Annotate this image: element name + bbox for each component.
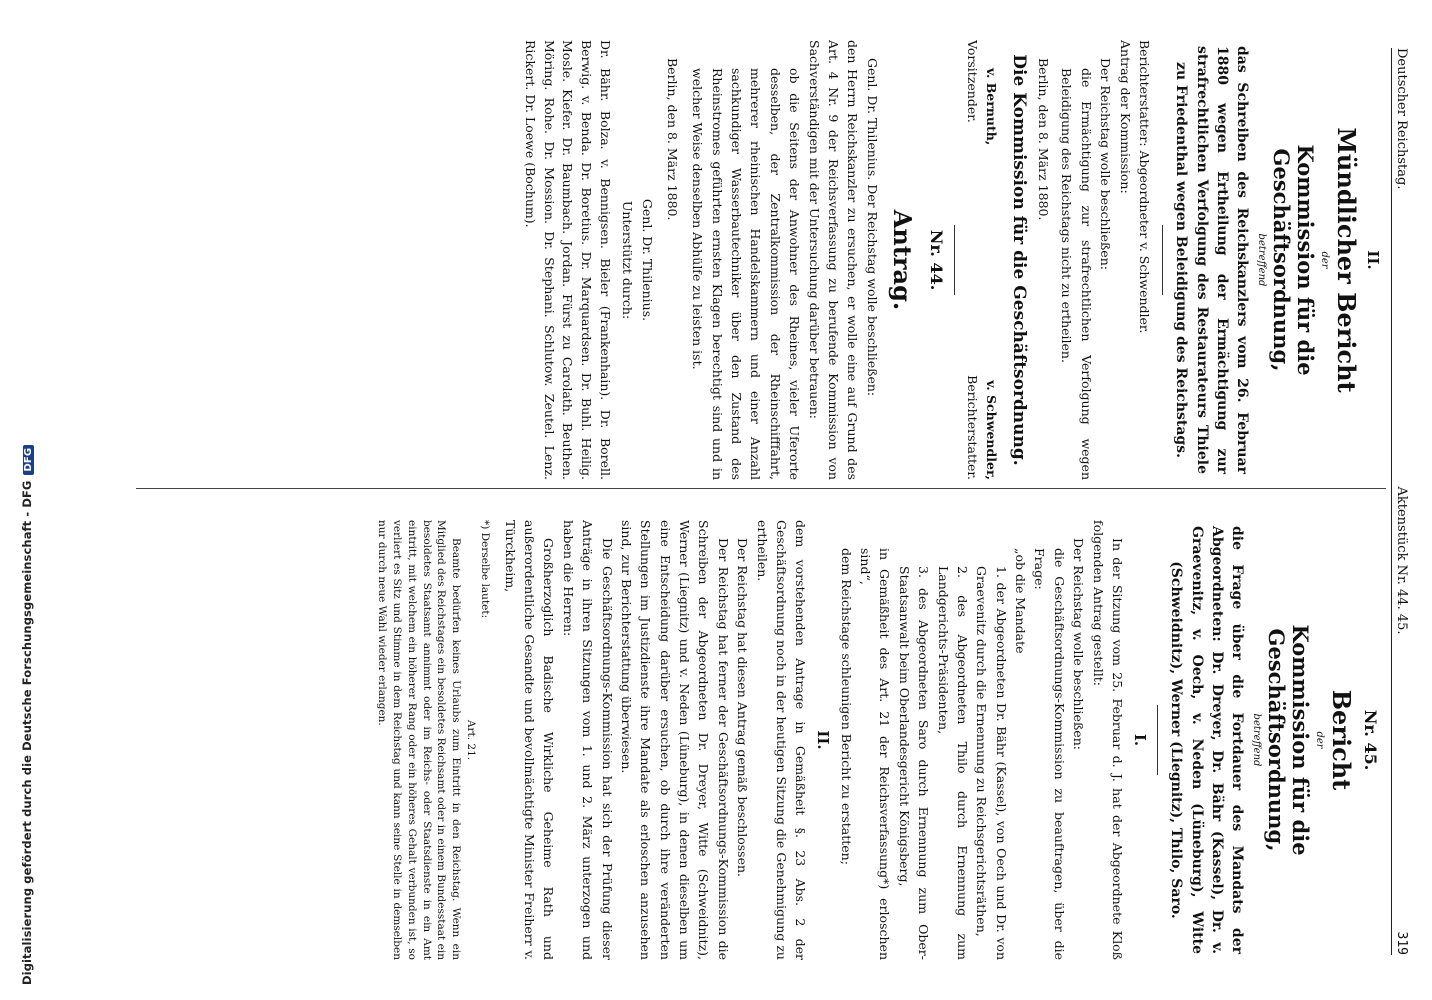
- document-number: Nr. 45.: [1361, 709, 1380, 771]
- paragraph: Der Reichstag hat ferner der Geschäftsordnungs-Kommission die Schreiben der Abgeordneten Dr. Dreyer, Witte (Schweidnitz), Werner (Liegnitz) und v. Neden (Lüneburg), in denen dieselben um eine Entscheidung darüber ersuchen, ob durch ihre veränderten Stellungen im Justizdienste ihre Mandate als erloschen anzusehen sind, zur Berichterstattung überwiesen.: [618, 520, 731, 960]
- date-line-2: Berlin, den 8. März 1880.: [664, 58, 680, 221]
- chair-name: v. Bernuth,: [984, 68, 1000, 146]
- supported-label: Unterstützt durch:: [620, 200, 636, 320]
- antrag-body: den Herrn Reichskanzler zu ersuchen, er wolle eine auf Grund des Art. 4 Nr. 9 der Reichsverfassung zu berufende Kommission von Sachverständigen mit der Untersuchung darüber betrauen:: [806, 40, 861, 480]
- quote-line: in Gemäßheit des Art. 21 der Reichsverfassung*) erloschen sind“,: [858, 548, 893, 960]
- footnote-text: Beamte bedürfen keines Urlaubs zum Eintritt in den Reichstag. Wenn ein Mitglied des Reichstages ein besoldetes Reichsamt oder in einem Bundesstaat ein besoldetes Staatsamt annimmt oder im Reichs- oder Staatsdienste in ein Amt eintritt, mit welchem ein höherer Rang oder ein höheres Gehalt verbunden ist, so verliert es Sitz und Stimme in dem Reichstag und kann seine Stelle in demselben nur durch neue Wahl wieder erlangen.: [376, 520, 462, 960]
- report-title: Mündlicher Bericht: [1332, 127, 1361, 393]
- page: [90, 0, 1432, 1000]
- divider-rule: [1157, 705, 1158, 775]
- divider-rule: [1162, 225, 1163, 295]
- betreffend-label: betreffend: [1251, 713, 1263, 767]
- antrag-text: Der Reichstag wolle beschließen:: [1098, 58, 1114, 270]
- quote-item: 3. des Abgeordneten Saro durch Ernennung zum Ober-Staatsanwalt beim Oberlandesgericht Königsberg,: [896, 566, 932, 960]
- supporters-list: Dr. Bähr. Bolza. v. Bennigsen. Bieler (Frankenhain). Dr. Borell. Berwig. v. Benda. Dr. Boretius. Dr. Marquardsen. Dr. Buhl. Heilig. Mosle. Kiefer. Dr. Baumbach. Jordan. Fürst zu Carolath. Beuthen. Möring. Rohe. Dr. Mossion. Dr. Stephani. Schlutow. Zeutel. Lenz. Rickert. Dr. Loewe (Bochum).: [522, 40, 613, 480]
- section-roman-2: II.: [814, 730, 833, 750]
- quote-line: „ob die Mandate: [1013, 548, 1029, 654]
- scanned-page: [90, 0, 1432, 1000]
- reporter-name: v. Schwendler,: [984, 380, 1000, 480]
- paragraph: In der Sitzung vom 25. Februar d. J. hat der Abgeordnete Kloß folgenden Antrag gestellt:: [1090, 520, 1125, 960]
- running-header: [1391, 48, 1418, 955]
- reporter-role: Berichterstatter.: [965, 375, 981, 480]
- quote-item: 1. der Abgeordneten Dr. Bähr (Kassel), von Oech und Dr. von Graevenitz durch die Ernennung zu Reichsgerichtsräthen,: [974, 566, 1009, 960]
- page-number: 319: [1394, 931, 1409, 955]
- digitization-notice: [20, 445, 34, 985]
- report-title: Bericht: [1327, 689, 1356, 791]
- report-subject: die Frage über die Fortdauer des Mandats der Abgeordneten: Dr. Dreyer, Dr. Bähr (Kassel), Dr. v. Graevenitz, v. Oech, v. Neden (Lüneburg), Witte (Schweidnitz), Werner (Liegnitz), Thilo, Saro.: [1168, 526, 1246, 954]
- commission-title: Kommission für die Geschäftsordnung,: [1269, 144, 1319, 376]
- commission-signature: Die Kommission für die Geschäftsordnung.: [1008, 54, 1029, 466]
- footnote-intro: *) Derselbe lautet:: [479, 520, 492, 619]
- document-number: Nr. 44.: [926, 229, 946, 291]
- paragraph: Der Reichstag wolle beschließen:: [1071, 538, 1087, 750]
- antrag-intro: Antrag der Kommission:: [1117, 40, 1133, 194]
- right-column: [126, 520, 1386, 960]
- footnote-article: Art. 21.: [464, 719, 477, 761]
- der-label: der: [1319, 251, 1331, 269]
- paragraph: Die Geschäftsordnungs-Kommission hat sich der Prüfung dieser Anträge in ihren Sitzungen vom 1. und 2. März unterzogen und haben die Herren:: [560, 520, 615, 960]
- footnote: [375, 520, 493, 960]
- antrag-question: ob die Seitens der Anwohner des Rheines, vieler Uferorte desselben, der Zentralkommission der Rheinschifffahrt, mehrerer rheinischen Handelskammern und einer Anzahl sachkundiger Wasserbautechniker über den Zustand des Rheinstromes geführten ernsten Klagen berechtigt sind und in welcher Weise denselben Abhülfe zu leisten ist.: [690, 68, 803, 480]
- paragraph: Der Reichstag hat diesen Antrag gemäß beschlossen.: [735, 538, 751, 877]
- signature-block: [963, 40, 1001, 480]
- quote-item: 2. des Abgeordneten Thilo durch Ernennung zum Landgerichts-Präsidenten,: [935, 566, 970, 960]
- commission-title: Kommission für die Geschäftsordnung,: [1264, 624, 1314, 856]
- betreffend-label: betreffend: [1256, 233, 1268, 287]
- antrag-detail: die Ermächtigung zur strafrechtlichen Verfolgung wegen Beleidigung des Reichstags nicht zu ertheilen.: [1059, 68, 1094, 480]
- column-divider: [136, 488, 1386, 489]
- quote-line: dem Reichstage schleunigen Bericht zu erstatten;: [838, 548, 854, 865]
- paragraph: dem vorstehenden Antrage in Gemäßheit §. 23 Abs. 2 der Geschäftsordnung noch in der heutigen Sitzung die Genehmigung zu ertheilen.: [754, 520, 809, 960]
- antrag-title: Antrag.: [887, 209, 917, 311]
- antrag-mover: Genl. Dr. Thilenius. Der Reichstag wolle beschließen:: [864, 58, 880, 397]
- paragraph: Großherzoglich Badische Wirkliche Geheime Rath und außerordentliche Gesandte und bevollmächtigte Minister Freiherr v. Türckheim,: [502, 520, 557, 960]
- section-roman-1: I.: [1130, 733, 1149, 747]
- mover-signature: Genl. Dr. Thilenius.: [639, 198, 655, 322]
- digitization-text: Digitalisierung gefördert durch die Deutsche Forschungsgemeinschaft - DFG: [20, 480, 34, 985]
- report-subject: das Schreiben des Reichskanzlers vom 26. Februar 1880 wegen Ertheilung der Ermächtigung zur strafrechtlichen Verfolgung des Restaurateurs Thiele zu Friedenthal wegen Beleidigung des Reichstags.: [1173, 46, 1251, 474]
- der-label: der: [1314, 731, 1326, 749]
- dfg-logo-icon: DFG: [23, 445, 34, 475]
- divider-rule: [954, 225, 955, 295]
- header-left: Deutscher Reichstag.: [1394, 48, 1409, 190]
- side-note: [0, 0, 40, 1000]
- date-line: Berlin, den 8. März 1880.: [1036, 58, 1052, 221]
- reporter: Berichterstatter: Abgeordneter v. Schwendler.: [1136, 40, 1152, 334]
- chair-role: Vorsitzender.: [965, 40, 981, 123]
- header-middle: Aktenstück Nr. 44. 45.: [1394, 486, 1409, 635]
- section-roman: II.: [1364, 250, 1382, 270]
- left-column: [126, 40, 1386, 480]
- page-rotator: [90, 0, 1432, 1000]
- paragraph: die Geschäftsordnungs-Kommission zu beauftragen, über die Frage:: [1032, 548, 1067, 960]
